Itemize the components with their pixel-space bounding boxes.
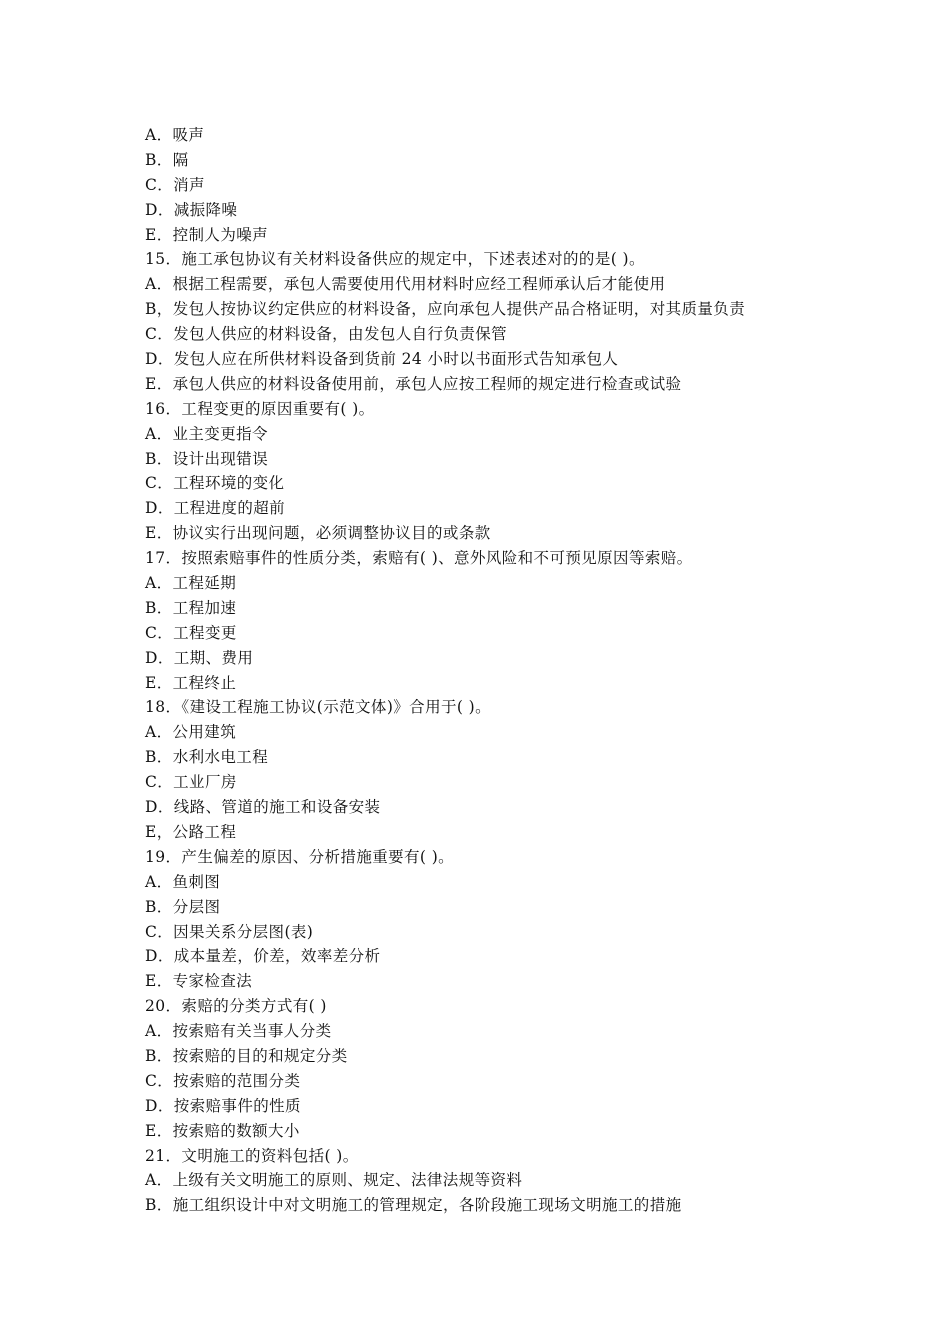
option-line: A．上级有关文明施工的原则、规定、法律法规等资料: [145, 1171, 523, 1190]
option-line: C．按索赔的范围分类: [145, 1071, 301, 1090]
option-line: A．公用建筑: [145, 723, 237, 742]
option-line: B．分层图: [145, 897, 221, 916]
option-line: E．协议实行出现问题，必须调整协议目的或条款: [145, 524, 491, 543]
question-18: 18．《建设工程施工协议(示范文体)》合用于( )。: [145, 698, 491, 717]
option-line: D．工程进度的超前: [145, 499, 286, 518]
option-line: A．鱼刺图: [145, 872, 221, 891]
question-15: 15．施工承包协议有关材料设备供应的规定中，下述表述对的的是( )。: [145, 250, 645, 269]
question-17: 17．按照索赔事件的性质分类，索赔有( )、意外风险和不可预见原因等索赔。: [145, 549, 693, 568]
option-line: D．成本量差，价差，效率差分析: [145, 947, 381, 966]
option-line: C．工程变更: [145, 623, 237, 642]
option-line: E．控制人为噪声: [145, 225, 269, 244]
question-21: 21．文明施工的资料包括( )。: [145, 1146, 359, 1165]
option-line: B，发包人按协议约定供应的材料设备，应向承包人提供产品合格证明，对其质量负责: [145, 300, 746, 319]
option-line: B．隔: [145, 150, 189, 169]
option-line: D．发包人应在所供材料设备到货前 24 小时以书面形式告知承包人: [145, 350, 619, 369]
option-line: E，公路工程: [145, 822, 237, 841]
option-line: D．工期、费用: [145, 648, 254, 667]
option-line: C．消声: [145, 175, 205, 194]
option-line: E．专家检查法: [145, 972, 253, 991]
option-line: B．按索赔的目的和规定分类: [145, 1046, 348, 1065]
question-20: 20．索赔的分类方式有( ): [145, 997, 327, 1016]
option-line: D．按索赔事件的性质: [145, 1096, 301, 1115]
option-line: A．按索赔有关当事人分类: [145, 1022, 332, 1041]
option-line: D．线路、管道的施工和设备安装: [145, 798, 381, 817]
option-line: A．根据工程需要，承包人需要使用代用材料时应经工程师承认后才能使用: [145, 275, 666, 294]
option-line: E．工程终止: [145, 673, 237, 692]
option-line: E．承包人供应的材料设备使用前，承包人应按工程师的规定进行检查或试验: [145, 374, 682, 393]
document-body: [145, 123, 865, 1218]
option-line: C．工业厂房: [145, 773, 237, 792]
option-line: A．工程延期: [145, 574, 237, 593]
option-line: C．因果关系分层图(表): [145, 922, 314, 941]
option-line: A．吸声: [145, 126, 205, 144]
option-line: C．发包人供应的材料设备，由发包人自行负责保管: [145, 325, 508, 344]
option-line: B．工程加速: [145, 598, 237, 617]
option-line: B．水利水电工程: [145, 748, 269, 767]
option-line: C．工程环境的变化: [145, 474, 285, 493]
question-16: 16．工程变更的原因重要有( )。: [145, 399, 375, 418]
option-line: B．施工组织设计中对文明施工的管理规定，各阶段施工现场文明施工的措施: [145, 1196, 682, 1215]
question-19: 19．产生偏差的原因、分析措施重要有( )。: [145, 847, 455, 866]
option-line: B．设计出现错误: [145, 449, 269, 468]
option-line: D．减振降噪: [145, 200, 238, 219]
option-line: A．业主变更指令: [145, 424, 268, 443]
option-line: E．按索赔的数额大小: [145, 1121, 300, 1140]
